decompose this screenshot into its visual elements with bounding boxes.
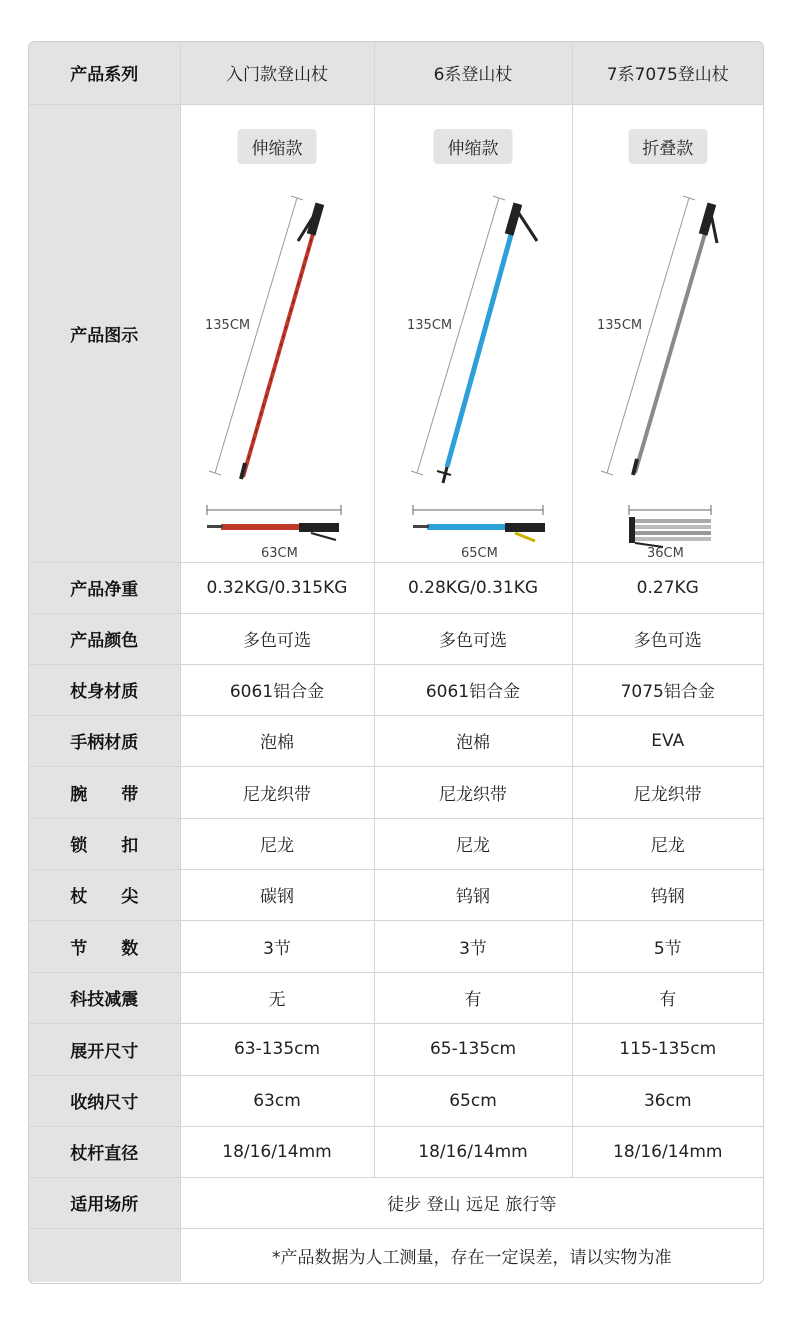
usage-value: 徒步 登山 远足 旅行等	[180, 1177, 763, 1228]
spec-value: 63-135cm	[180, 1023, 374, 1075]
spec-label: 产品颜色	[29, 613, 180, 664]
spec-value: EVA	[572, 715, 763, 766]
spec-value: 无	[180, 972, 374, 1023]
spec-label: 锁 扣	[29, 818, 180, 869]
image-row-label: 产品图示	[29, 104, 180, 562]
spec-row	[29, 972, 763, 1023]
spec-value: 多色可选	[572, 613, 763, 664]
spec-value: 6061铝合金	[180, 664, 374, 715]
trekking-pole-folding-illustration	[573, 105, 764, 563]
spec-value: 多色可选	[180, 613, 374, 664]
spec-value: 泡棉	[180, 715, 374, 766]
spec-row	[29, 613, 763, 664]
spec-label: 腕 带	[29, 766, 180, 818]
spec-label: 产品净重	[29, 562, 180, 613]
spec-value: 泡棉	[374, 715, 572, 766]
spec-value: 尼龙	[374, 818, 572, 869]
spec-label: 收纳尺寸	[29, 1075, 180, 1126]
spec-value: 36cm	[572, 1075, 763, 1126]
spec-value: 65-135cm	[374, 1023, 572, 1075]
header-row	[29, 42, 763, 104]
spec-value: 115-135cm	[572, 1023, 763, 1075]
folded-length-label: 63CM	[260, 545, 298, 561]
spec-label: 展开尺寸	[29, 1023, 180, 1075]
spec-value: 钨钢	[572, 869, 763, 920]
spec-value: 0.32KG/0.315KG	[180, 562, 374, 613]
note-label-cell	[29, 1228, 180, 1282]
spec-row	[29, 1126, 763, 1177]
comparison-table	[29, 42, 763, 1282]
usage-row	[29, 1177, 763, 1228]
spec-value: 5节	[572, 920, 763, 972]
spec-value: 尼龙织带	[572, 766, 763, 818]
spec-value: 碳钢	[180, 869, 374, 920]
spec-value: 尼龙织带	[374, 766, 572, 818]
spec-value: 尼龙织带	[180, 766, 374, 818]
product-image-entry	[180, 104, 374, 562]
model-entry: 入门款登山杖	[180, 42, 374, 104]
spec-value: 0.28KG/0.31KG	[374, 562, 572, 613]
spec-row	[29, 1023, 763, 1075]
spec-row	[29, 1075, 763, 1126]
spec-row	[29, 818, 763, 869]
length-label: 135CM	[204, 317, 250, 333]
spec-label: 杖 尖	[29, 869, 180, 920]
note-row	[29, 1228, 763, 1282]
length-label: 135CM	[406, 317, 452, 333]
spec-value: 钨钢	[374, 869, 572, 920]
spec-value: 3节	[374, 920, 572, 972]
type-badge: 伸缩款	[238, 129, 317, 164]
model-6-series: 6系登山杖	[374, 42, 572, 104]
spec-value: 0.27KG	[572, 562, 763, 613]
length-label: 135CM	[596, 317, 642, 333]
spec-value: 63cm	[180, 1075, 374, 1126]
spec-table-container	[28, 41, 764, 1284]
folded-length-label: 65CM	[460, 545, 498, 561]
spec-value: 有	[374, 972, 572, 1023]
spec-label: 杖身材质	[29, 664, 180, 715]
spec-value: 18/16/14mm	[180, 1126, 374, 1177]
usage-label: 适用场所	[29, 1177, 180, 1228]
spec-label: 手柄材质	[29, 715, 180, 766]
spec-row	[29, 715, 763, 766]
product-image-6-series	[374, 104, 572, 562]
trekking-pole-blue-illustration	[375, 105, 573, 563]
spec-value: 18/16/14mm	[374, 1126, 572, 1177]
spec-label: 节 数	[29, 920, 180, 972]
spec-value: 65cm	[374, 1075, 572, 1126]
spec-value: 18/16/14mm	[572, 1126, 763, 1177]
spec-value: 7075铝合金	[572, 664, 763, 715]
spec-label: 杖杆直径	[29, 1126, 180, 1177]
spec-row	[29, 920, 763, 972]
spec-value: 3节	[180, 920, 374, 972]
spec-value: 有	[572, 972, 763, 1023]
spec-value: 6061铝合金	[374, 664, 572, 715]
spec-label: 科技减震	[29, 972, 180, 1023]
spec-row	[29, 766, 763, 818]
disclaimer-note: *产品数据为人工测量，存在一定误差，请以实物为准	[180, 1228, 763, 1282]
product-image-7-series	[572, 104, 763, 562]
image-row	[29, 104, 763, 562]
spec-value: 尼龙	[572, 818, 763, 869]
trekking-pole-red-illustration	[181, 105, 375, 563]
header-label: 产品系列	[29, 42, 180, 104]
type-badge: 折叠款	[628, 129, 707, 164]
spec-value: 尼龙	[180, 818, 374, 869]
model-7-series: 7系7075登山杖	[572, 42, 763, 104]
folded-length-label: 36CM	[646, 545, 684, 561]
spec-row	[29, 869, 763, 920]
spec-row	[29, 562, 763, 613]
spec-value: 多色可选	[374, 613, 572, 664]
type-badge: 伸缩款	[434, 129, 513, 164]
spec-row	[29, 664, 763, 715]
